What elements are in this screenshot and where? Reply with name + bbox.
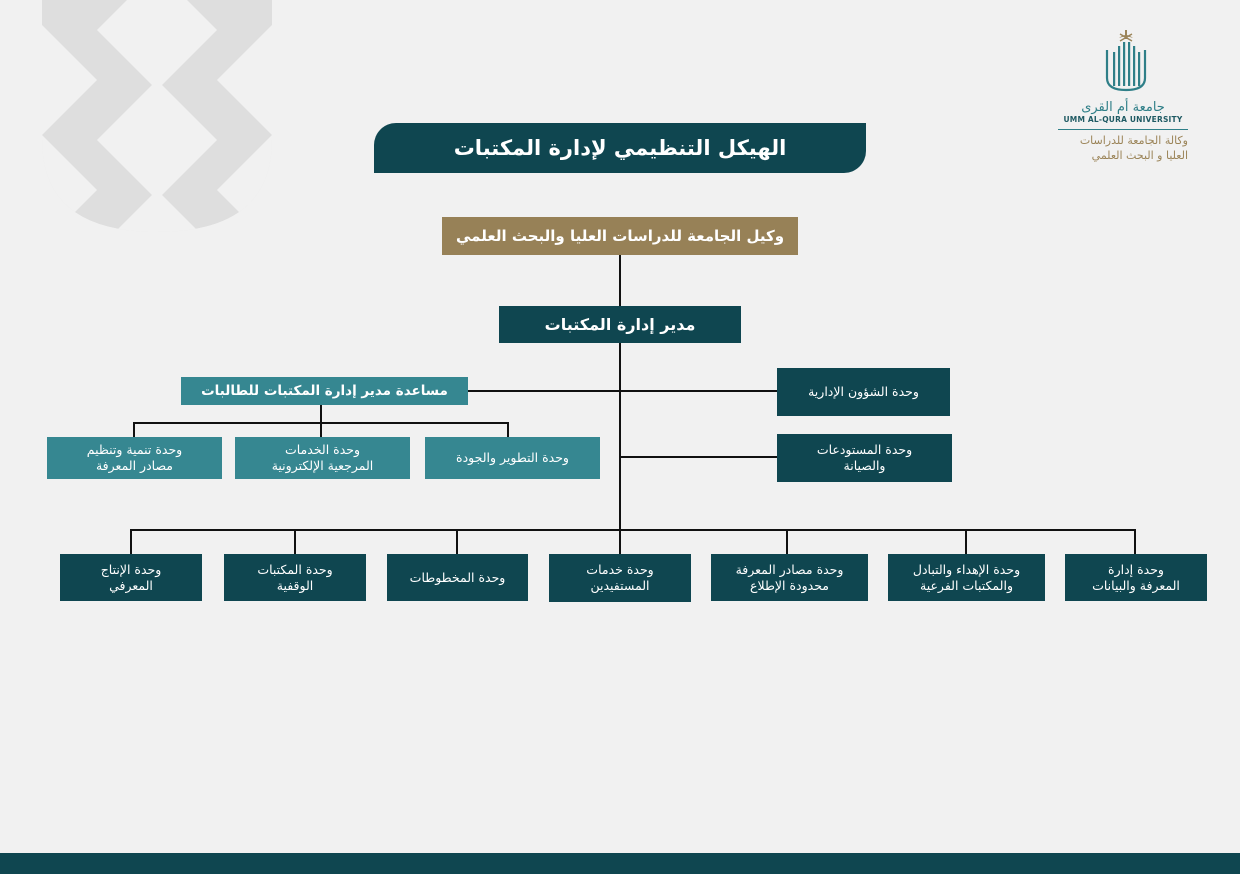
unit-label-line1: وحدة الإنتاج bbox=[100, 561, 162, 577]
university-logo bbox=[1058, 28, 1188, 173]
unit-beneficiary-services bbox=[549, 554, 691, 602]
unit-label-line1: وحدة المكتبات bbox=[257, 561, 333, 577]
unit-manuscripts bbox=[387, 554, 528, 601]
unit-endowment-libraries bbox=[224, 554, 366, 601]
footer-bar bbox=[0, 853, 1240, 874]
unit-label-line1: وحدة المستودعات bbox=[816, 442, 913, 458]
unit-development-quality bbox=[425, 437, 600, 479]
unit-restricted-sources bbox=[711, 554, 868, 601]
unit-label-line2: المرجعية الإلكترونية bbox=[271, 458, 374, 473]
unit-label-line1: وحدة الإهداء والتبادل bbox=[912, 561, 1021, 577]
vice-president-box bbox=[442, 217, 798, 255]
assistant-director-box bbox=[181, 377, 468, 405]
unit-label-line1: وحدة مصادر المعرفة bbox=[735, 561, 844, 577]
page-title: الهيكل التنظيمي لإدارة المكتبات bbox=[374, 123, 866, 173]
director-box bbox=[499, 306, 741, 343]
director-label: مدير إدارة المكتبات bbox=[544, 314, 696, 334]
university-name-ar: جامعة أم القرى bbox=[1081, 100, 1165, 115]
unit-label-line1: وحدة إدارة bbox=[1108, 561, 1164, 577]
unit-label-line2: المعرفة والبيانات bbox=[1092, 577, 1180, 593]
logo-divider bbox=[1058, 129, 1188, 130]
unit-label-line2: والمكتبات الفرعية bbox=[920, 577, 1013, 593]
unit-label-line2: الوقفية bbox=[276, 577, 314, 593]
unit-label-line1: وحدة المخطوطات bbox=[409, 569, 506, 585]
unit-label-line2: المستفيدين bbox=[590, 578, 650, 593]
decorative-pattern bbox=[42, 0, 272, 232]
vice-president-label: وكيل الجامعة للدراسات العليا والبحث العلمي bbox=[456, 226, 785, 245]
logo-subtitle-line2: العليا و البحث العلمي bbox=[1091, 148, 1188, 162]
unit-label-line2: محدودة الإطلاع bbox=[750, 577, 829, 593]
unit-gifts-exchange bbox=[888, 554, 1045, 601]
unit-label-line1: وحدة التطوير والجودة bbox=[456, 450, 569, 466]
university-emblem-icon bbox=[1058, 28, 1188, 94]
unit-knowledge-data-management bbox=[1065, 554, 1207, 601]
unit-knowledge-production bbox=[60, 554, 202, 601]
unit-label-line1: وحدة خدمات bbox=[586, 562, 654, 578]
logo-subtitle-line1: وكالة الجامعة للدراسات bbox=[1079, 134, 1188, 147]
unit-label-line1: وحدة الشؤون الإدارية bbox=[808, 384, 919, 400]
unit-label-line1: وحدة تنمية وتنظيم bbox=[86, 442, 183, 458]
unit-electronic-reference-services bbox=[235, 437, 410, 479]
unit-label-line2: المعرفي bbox=[109, 577, 153, 593]
unit-administrative-affairs bbox=[777, 368, 950, 416]
unit-label-line1: وحدة الخدمات bbox=[284, 442, 361, 458]
unit-knowledge-sources-development bbox=[47, 437, 222, 479]
assistant-director-label: مساعدة مدير إدارة المكتبات للطالبات bbox=[201, 382, 448, 399]
unit-label-line2: والصيانة bbox=[843, 458, 886, 473]
unit-label-line2: مصادر المعرفة bbox=[95, 458, 174, 473]
unit-warehouses-maintenance bbox=[777, 434, 952, 482]
university-name-en: UMM AL-QURA UNIVERSITY bbox=[1063, 115, 1183, 124]
